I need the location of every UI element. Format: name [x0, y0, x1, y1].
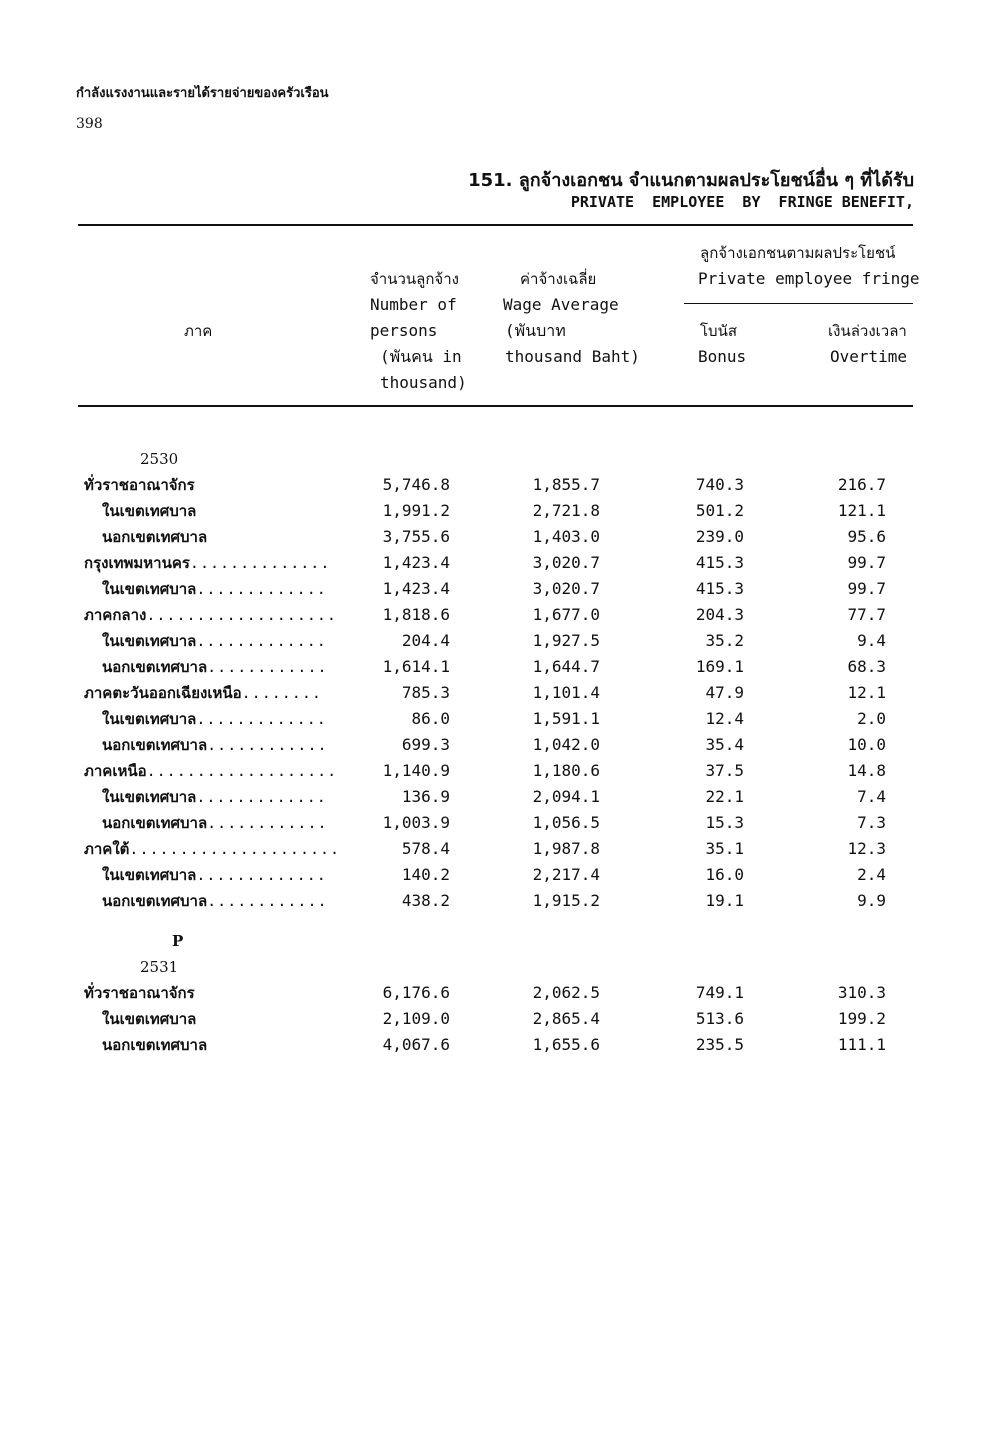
row-label: ในเขตเทศบาล............. [102, 788, 327, 806]
cell-overtime: 68.3 [847, 657, 886, 676]
table-body [0, 446, 990, 1058]
persons-header-thai: จำนวนลูกจ้าง [370, 270, 459, 288]
row-label: ทั่วราชอาณาจักร [84, 984, 195, 1002]
table-row [0, 576, 990, 602]
bonus-header-english: Bonus [698, 347, 747, 366]
cell-persons: 2,109.0 [382, 1009, 450, 1028]
table-row [0, 628, 990, 654]
cell-wage: 2,217.4 [532, 865, 600, 884]
cell-wage: 2,865.4 [532, 1009, 600, 1028]
overtime-header-english: Overtime [830, 347, 908, 366]
row-label: ภาคใต้..................... [84, 840, 341, 858]
cell-persons: 86.0 [411, 709, 450, 728]
cell-wage: 1,677.0 [532, 605, 600, 624]
cell-overtime: 7.3 [857, 813, 886, 832]
cell-persons: 1,614.1 [382, 657, 450, 676]
cell-wage: 2,721.8 [532, 501, 600, 520]
cell-wage: 2,094.1 [532, 787, 600, 806]
cell-wage: 3,020.7 [532, 553, 600, 572]
cell-wage: 1,591.1 [532, 709, 600, 728]
cell-overtime: 9.4 [857, 631, 886, 650]
cell-bonus: 35.1 [705, 839, 744, 858]
table-row [0, 862, 990, 888]
fringe-header-thai: ลูกจ้างเอกชนตามผลประโยชน์ [700, 244, 896, 262]
rows-2530 [0, 472, 990, 914]
persons-header-english: Number of persons [370, 295, 457, 340]
cell-bonus: 169.1 [695, 657, 744, 676]
cell-wage: 1,056.5 [532, 813, 600, 832]
table-row [0, 498, 990, 524]
cell-overtime: 77.7 [847, 605, 886, 624]
cell-overtime: 9.9 [857, 891, 886, 910]
cell-wage: 1,855.7 [532, 475, 600, 494]
row-label: ในเขตเทศบาล............. [102, 866, 327, 884]
table-row [0, 758, 990, 784]
cell-wage: 1,987.8 [532, 839, 600, 858]
cell-bonus: 501.2 [695, 501, 744, 520]
cell-persons: 1,991.2 [382, 501, 450, 520]
table-row [0, 550, 990, 576]
row-label: ภาคกลาง................... [84, 606, 337, 624]
cell-bonus: 239.0 [695, 527, 744, 546]
cell-persons: 140.2 [401, 865, 450, 884]
region-header: ภาค [184, 322, 213, 340]
cell-persons: 1,423.4 [382, 579, 450, 598]
cell-persons: 204.4 [401, 631, 450, 650]
table-row [0, 524, 990, 550]
cell-wage: 1,101.4 [532, 683, 600, 702]
cell-bonus: 12.4 [705, 709, 744, 728]
cell-persons: 578.4 [401, 839, 450, 858]
row-label: ทั่วราชอาณาจักร [84, 476, 195, 494]
cell-persons: 785.3 [401, 683, 450, 702]
cell-bonus: 235.5 [695, 1035, 744, 1054]
row-label: ภาคตะวันออกเฉียงเหนือ........ [84, 684, 322, 702]
year-row [0, 954, 990, 980]
cell-bonus: 415.3 [695, 579, 744, 598]
row-label: ในเขตเทศบาล [102, 502, 197, 520]
cell-persons: 699.3 [401, 735, 450, 754]
cell-bonus: 47.9 [705, 683, 744, 702]
table-row [0, 1006, 990, 1032]
cell-wage: 1,915.2 [532, 891, 600, 910]
overtime-header-thai: เงินล่วงเวลา [828, 322, 907, 340]
table-row [0, 732, 990, 758]
cell-bonus: 204.3 [695, 605, 744, 624]
fringe-header-english: Private employee fringe [698, 269, 920, 288]
cell-overtime: 12.1 [847, 683, 886, 702]
year-row [0, 446, 990, 472]
cell-overtime: 2.0 [857, 709, 886, 728]
cell-wage: 1,042.0 [532, 735, 600, 754]
cell-overtime: 14.8 [847, 761, 886, 780]
cell-bonus: 22.1 [705, 787, 744, 806]
preliminary-mark-row [0, 928, 990, 954]
cell-wage: 1,403.0 [532, 527, 600, 546]
cell-bonus: 415.3 [695, 553, 744, 572]
table-row [0, 472, 990, 498]
cell-wage: 1,927.5 [532, 631, 600, 650]
top-rule [78, 224, 913, 226]
cell-overtime: 121.1 [837, 501, 886, 520]
row-label: ในเขตเทศบาล [102, 1010, 197, 1028]
table-row [0, 888, 990, 914]
cell-bonus: 35.4 [705, 735, 744, 754]
table-row [0, 784, 990, 810]
cell-persons: 4,067.6 [382, 1035, 450, 1054]
header-bottom-rule [78, 405, 913, 407]
cell-bonus: 37.5 [705, 761, 744, 780]
cell-overtime: 95.6 [847, 527, 886, 546]
cell-overtime: 7.4 [857, 787, 886, 806]
cell-wage: 3,020.7 [532, 579, 600, 598]
row-label: ภาคเหนือ................... [84, 762, 338, 780]
year-label: 2530 [140, 450, 179, 468]
cell-overtime: 99.7 [847, 579, 886, 598]
row-label: ในเขตเทศบาล............. [102, 580, 327, 598]
cell-bonus: 15.3 [705, 813, 744, 832]
cell-bonus: 19.1 [705, 891, 744, 910]
table-title-thai: 151. ลูกจ้างเอกชน จำแนกตามผลประโยชน์อื่น ๆ ที่ได้รับ [468, 170, 914, 191]
year-label: 2531 [140, 958, 179, 976]
cell-persons: 5,746.8 [382, 475, 450, 494]
cell-persons: 1,140.9 [382, 761, 450, 780]
table-row [0, 810, 990, 836]
cell-persons: 136.9 [401, 787, 450, 806]
cell-overtime: 216.7 [837, 475, 886, 494]
cell-persons: 438.2 [401, 891, 450, 910]
row-label: นอกเขตเทศบาล............ [102, 736, 328, 754]
page-number: 398 [76, 116, 103, 132]
wage-header-english: Wage Average [503, 295, 619, 314]
table-row [0, 706, 990, 732]
row-label: ในเขตเทศบาล............. [102, 632, 327, 650]
cell-overtime: 111.1 [837, 1035, 886, 1054]
cell-wage: 1,655.6 [532, 1035, 600, 1054]
wage-header-thai: ค่าจ้างเฉลี่ย [520, 270, 597, 288]
cell-overtime: 310.3 [837, 983, 886, 1002]
table-row [0, 602, 990, 628]
row-label: กรุงเทพมหานคร.............. [84, 554, 331, 572]
preliminary-mark: P [172, 932, 184, 950]
cell-wage: 1,180.6 [532, 761, 600, 780]
rows-2531 [0, 980, 990, 1058]
table-row [0, 654, 990, 680]
row-label: นอกเขตเทศบาล [102, 1036, 208, 1054]
row-label: นอกเขตเทศบาล............ [102, 658, 328, 676]
cell-overtime: 2.4 [857, 865, 886, 884]
table-row [0, 980, 990, 1006]
cell-wage: 1,644.7 [532, 657, 600, 676]
persons-header-unit: (พันคน in thousand) [380, 347, 467, 392]
row-label: ในเขตเทศบาล............. [102, 710, 327, 728]
cell-persons: 6,176.6 [382, 983, 450, 1002]
cell-bonus: 16.0 [705, 865, 744, 884]
cell-persons: 1,818.6 [382, 605, 450, 624]
running-head: กำลังแรงงานและรายได้รายจ่ายของครัวเรือน [76, 86, 329, 101]
cell-bonus: 740.3 [695, 475, 744, 494]
row-label: นอกเขตเทศบาล............ [102, 892, 328, 910]
table-row [0, 680, 990, 706]
cell-persons: 3,755.6 [382, 527, 450, 546]
table-title-english: PRIVATE EMPLOYEE BY FRINGE BENEFIT, [570, 193, 914, 211]
cell-overtime: 12.3 [847, 839, 886, 858]
table-row [0, 1032, 990, 1058]
row-label: นอกเขตเทศบาล............ [102, 814, 328, 832]
cell-wage: 2,062.5 [532, 983, 600, 1002]
fringe-subheader-rule [684, 303, 913, 304]
cell-overtime: 10.0 [847, 735, 886, 754]
cell-bonus: 749.1 [695, 983, 744, 1002]
cell-bonus: 513.6 [695, 1009, 744, 1028]
bonus-header-thai: โบนัส [700, 322, 737, 340]
row-label: นอกเขตเทศบาล [102, 528, 208, 546]
cell-overtime: 199.2 [837, 1009, 886, 1028]
cell-persons: 1,423.4 [382, 553, 450, 572]
table-row [0, 836, 990, 862]
wage-header-unit: (พันบาท thousand Baht) [505, 321, 640, 366]
cell-persons: 1,003.9 [382, 813, 450, 832]
cell-bonus: 35.2 [705, 631, 744, 650]
cell-overtime: 99.7 [847, 553, 886, 572]
